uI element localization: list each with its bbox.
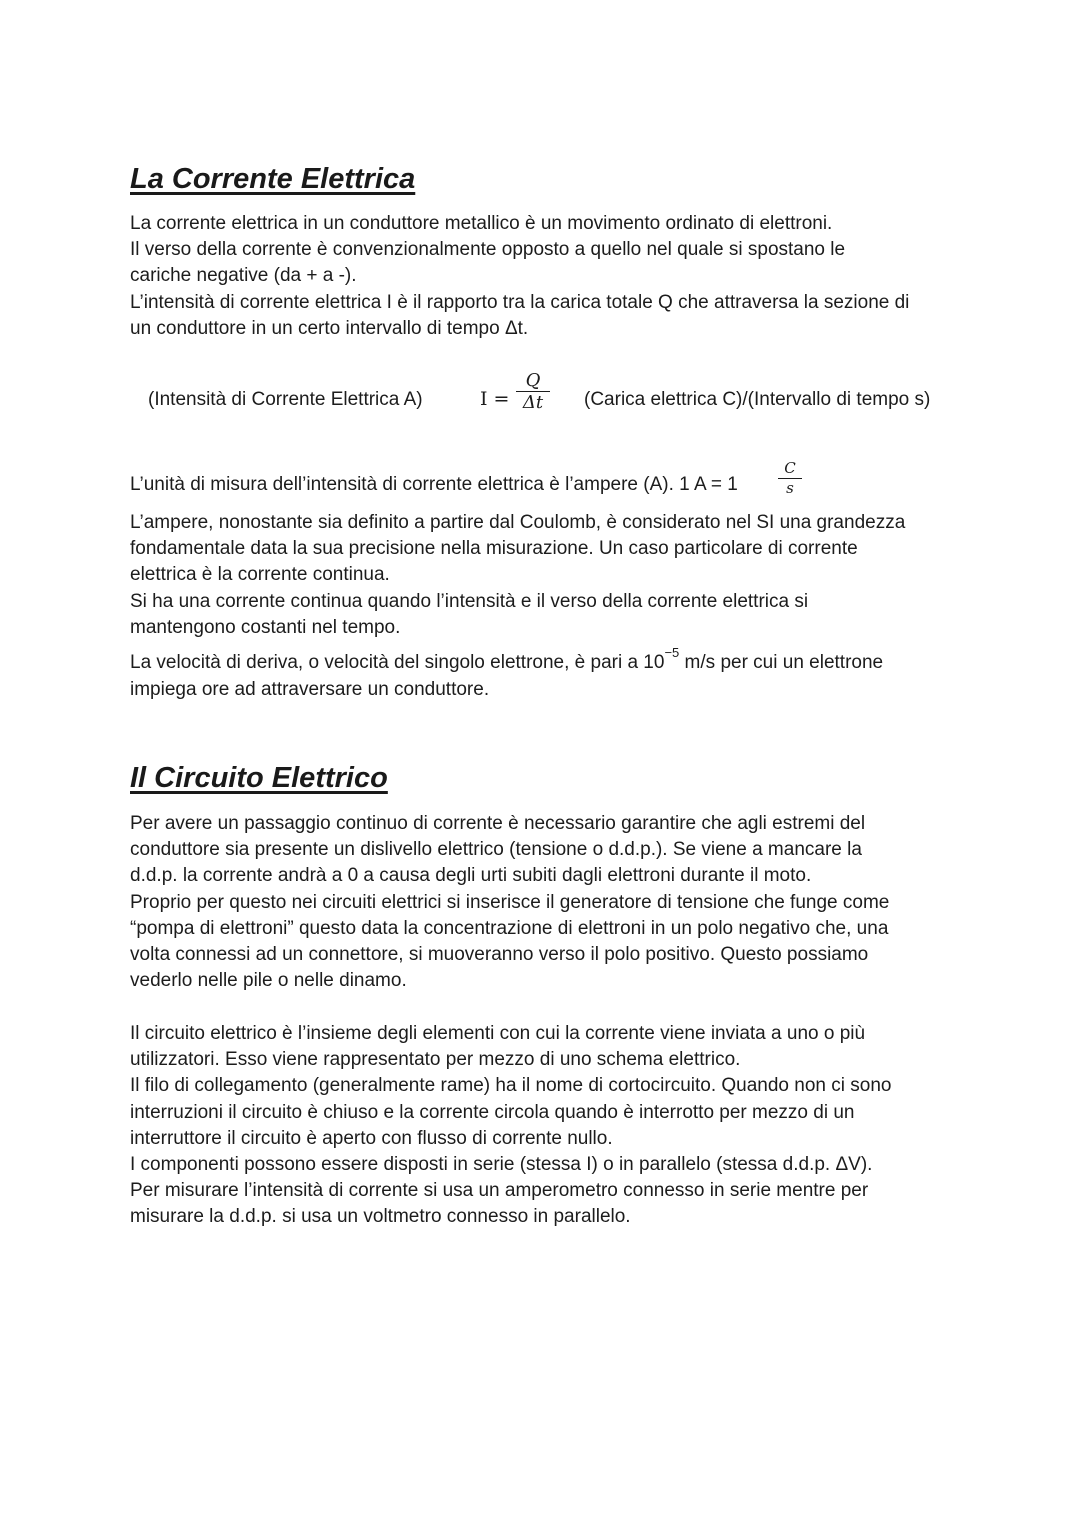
drift-text-before: La velocità di deriva, o velocità del singolo elettrone, è pari a 10 [130,652,665,673]
unit-denominator: s [786,479,794,497]
text-line: un conduttore in un certo intervallo di tempo Δt. [130,317,529,339]
text-line: Il verso della corrente è convenzionalmente opposto a quello nel quale si spostano le [130,239,846,261]
formula-lhs: I = [480,388,510,410]
formula-fraction [516,371,550,414]
paragraph-circuit-2 [130,1021,960,1231]
text-line: Si ha una corrente continua quando l’intensità e il verso della corrente elettrica si [130,590,809,612]
text-line: Proprio per questo nei circuiti elettrici si inserisce il generatore di tensione che funge come [130,891,890,913]
text-line: Per avere un passaggio continuo di corrente è necessario garantire che agli estremi del [130,813,866,834]
drift-text-after: m/s per cui un elettrone [679,652,884,673]
section-title-circuito: Il Circuito Elettrico [130,762,388,794]
text-line: elettrica è la corrente continua. [130,564,390,586]
paragraph-intro [130,211,960,342]
text-line: misurare la d.d.p. si usa un voltmetro connesso in parallelo. [130,1206,631,1228]
text-line: L’intensità di corrente elettrica I è il rapporto tra la carica totale Q che attraversa la sezione di [130,291,910,313]
section-title-corrente: La Corrente Elettrica [130,163,416,195]
paragraph-drift [130,645,960,703]
formula-right-label: (Carica elettrica C)/(Intervallo di tempo s) [584,389,931,410]
text-line: d.d.p. la corrente andrà a 0 a causa degli urti subiti dagli elettroni durante il moto. [130,865,812,887]
unit-numerator: C [784,459,796,477]
text-line: conduttore sia presente un dislivello elettrico (tensione o d.d.p.). Se viene a mancare la [130,839,862,861]
text-line: Il circuito elettrico è l’insieme degli elementi con cui la corrente viene inviata a uno o più [130,1023,866,1044]
text-line: mantengono costanti nel tempo. [130,616,401,638]
text-line: interruzioni il circuito è chiuso e la corrente circola quando è interrotto per mezzo di un [130,1101,855,1123]
text-line: “pompa di elettroni” questo data la concentrazione di elettroni in un polo negativo che, una [130,917,889,939]
text-line: Il filo di collegamento (generalmente rame) ha il nome di cortocircuito. Quando non ci sono [130,1075,892,1097]
text-line: utilizzatori. Esso viene rappresentato per mezzo di uno schema elettrico. [130,1049,741,1071]
text-line: impiega ore ad attraversare un conduttore. [130,679,490,701]
text-line [130,645,960,677]
text-line: La corrente elettrica in un conduttore metallico è un movimento ordinato di elettroni. [130,213,833,234]
text-line: L’ampere, nonostante sia definito a partire dal Coulomb, è considerato nel SI una grandezza [130,512,906,533]
unit-fraction [778,459,802,498]
text-line: vederlo nelle pile o nelle dinamo. [130,970,407,992]
text-line: Per misurare l’intensità di corrente si usa un amperometro connesso in serie mentre per [130,1180,869,1202]
paragraph-circuit-1 [130,811,960,994]
text-line: I componenti possono essere disposti in serie (stessa I) o in parallelo (stessa d.d.p. ΔV). [130,1154,873,1176]
text-line: fondamentale data la sua precisione nella misurazione. Un caso particolare di corrente [130,538,858,560]
text-line: cariche negative (da + a -). [130,265,357,287]
formula-left-label: (Intensità di Corrente Elettrica A) [148,389,423,410]
drift-exponent: −5 [664,645,680,660]
paragraph-body [130,510,960,641]
text-line: interruttore il circuito è aperto con flusso di corrente nullo. [130,1127,613,1149]
formula-numerator: Q [525,370,541,391]
unit-line-text: L’unità di misura dell’intensità di corrente elettrica è l’ampere (A). 1 A = 1 [130,474,738,495]
text-line: volta connessi ad un connettore, si muoveranno verso il polo positivo. Questo possiamo [130,944,869,966]
formula-denominator: Δt [522,392,544,413]
